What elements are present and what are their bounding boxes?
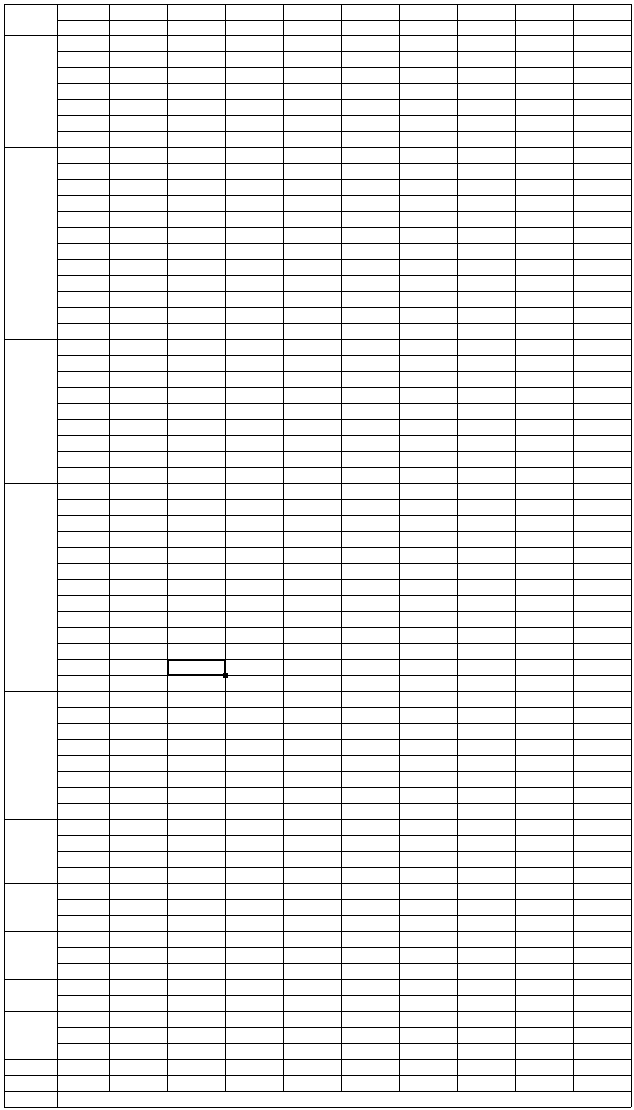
grid-line bbox=[57, 803, 631, 804]
grid-line bbox=[57, 755, 631, 756]
grid-line bbox=[57, 659, 631, 660]
grid-line bbox=[57, 563, 631, 564]
header-level-0 bbox=[58, 5, 110, 19]
grid-line bbox=[57, 259, 631, 260]
header-value-0 bbox=[58, 20, 110, 34]
grid-line bbox=[57, 643, 631, 644]
grid-line bbox=[4, 1075, 631, 1076]
grid-line bbox=[4, 691, 631, 692]
grid-line bbox=[57, 403, 631, 404]
grid-line bbox=[573, 4, 574, 1091]
header-value-9 bbox=[574, 20, 632, 34]
header-level-8 bbox=[516, 5, 574, 19]
grid-line bbox=[57, 467, 631, 468]
grid-line bbox=[57, 179, 631, 180]
grid-line bbox=[57, 515, 631, 516]
grid-line bbox=[57, 291, 631, 292]
grid-line bbox=[57, 1043, 631, 1044]
grid-line bbox=[57, 435, 631, 436]
grid-line bbox=[4, 4, 5, 1107]
grid-line bbox=[57, 243, 631, 244]
header-level-7 bbox=[458, 5, 516, 19]
grid-line bbox=[631, 4, 632, 1107]
grid-line bbox=[57, 20, 631, 21]
header-level-9 bbox=[574, 5, 632, 19]
grid-line bbox=[283, 4, 284, 1091]
grid-line bbox=[57, 867, 631, 868]
grid-line bbox=[57, 115, 631, 116]
header-value-1 bbox=[110, 20, 168, 34]
grid-line bbox=[57, 947, 631, 948]
grid-line bbox=[57, 531, 631, 532]
header-level-4 bbox=[284, 5, 342, 19]
grid-line bbox=[4, 339, 631, 340]
grid-line bbox=[57, 611, 631, 612]
grid-line bbox=[4, 1107, 631, 1108]
header-value-7 bbox=[458, 20, 516, 34]
header-value-6 bbox=[400, 20, 458, 34]
grid-line bbox=[109, 4, 110, 1091]
grid-line bbox=[4, 1091, 631, 1092]
grid-line bbox=[57, 675, 631, 676]
grid-line bbox=[57, 419, 631, 420]
fill-handle[interactable] bbox=[223, 673, 228, 678]
grid-line bbox=[4, 931, 631, 932]
grid-line bbox=[57, 451, 631, 452]
grid-line bbox=[57, 51, 631, 52]
header-value-4 bbox=[284, 20, 342, 34]
grid-line bbox=[57, 547, 631, 548]
grid-line bbox=[4, 819, 631, 820]
grid-line bbox=[57, 355, 631, 356]
grid-line bbox=[4, 1011, 631, 1012]
grid-line bbox=[57, 899, 631, 900]
grid-line bbox=[57, 851, 631, 852]
header-value-2 bbox=[168, 20, 226, 34]
grid-line bbox=[57, 211, 631, 212]
grid-line bbox=[57, 131, 631, 132]
header-level-3 bbox=[226, 5, 284, 19]
grid-line bbox=[57, 387, 631, 388]
grid-line bbox=[57, 227, 631, 228]
grid-line bbox=[57, 995, 631, 996]
grid-line bbox=[57, 579, 631, 580]
grid-line bbox=[57, 99, 631, 100]
grid-line bbox=[57, 371, 631, 372]
grid-line bbox=[57, 627, 631, 628]
grid-line bbox=[57, 275, 631, 276]
grid-line bbox=[341, 4, 342, 1091]
grid-line bbox=[57, 1027, 631, 1028]
grid-line bbox=[57, 723, 631, 724]
grid-line bbox=[57, 323, 631, 324]
header-level-1 bbox=[110, 5, 168, 19]
note-label bbox=[4, 1092, 57, 1106]
header-level-2 bbox=[168, 5, 226, 19]
grid-line bbox=[57, 195, 631, 196]
header-value-5 bbox=[342, 20, 400, 34]
grid-line bbox=[57, 771, 631, 772]
grid-line bbox=[57, 739, 631, 740]
grid-line bbox=[57, 83, 631, 84]
grid-line bbox=[457, 4, 458, 1091]
grid-line bbox=[515, 4, 516, 1091]
grid-line bbox=[225, 4, 226, 1091]
header-value-3 bbox=[226, 20, 284, 34]
grid-line bbox=[57, 4, 58, 1107]
grid-line bbox=[57, 915, 631, 916]
grid-line bbox=[57, 163, 631, 164]
grid-line bbox=[4, 979, 631, 980]
grid-line bbox=[57, 67, 631, 68]
grid-line bbox=[4, 883, 631, 884]
grid-line bbox=[57, 707, 631, 708]
grid-line bbox=[4, 483, 631, 484]
grid-line bbox=[167, 4, 168, 1091]
grid-line bbox=[4, 35, 631, 36]
grid-line bbox=[4, 4, 631, 5]
header-level-5 bbox=[342, 5, 400, 19]
grid-line bbox=[57, 835, 631, 836]
grid-line bbox=[4, 1059, 631, 1060]
grid-line bbox=[57, 787, 631, 788]
grid-line bbox=[399, 4, 400, 1091]
selected-cell[interactable] bbox=[167, 659, 226, 676]
header-value-8 bbox=[516, 20, 574, 34]
header-level-6 bbox=[400, 5, 458, 19]
grid-line bbox=[4, 147, 631, 148]
grid-line bbox=[57, 307, 631, 308]
grid-line bbox=[57, 963, 631, 964]
grid-line bbox=[57, 499, 631, 500]
grid-line bbox=[57, 595, 631, 596]
